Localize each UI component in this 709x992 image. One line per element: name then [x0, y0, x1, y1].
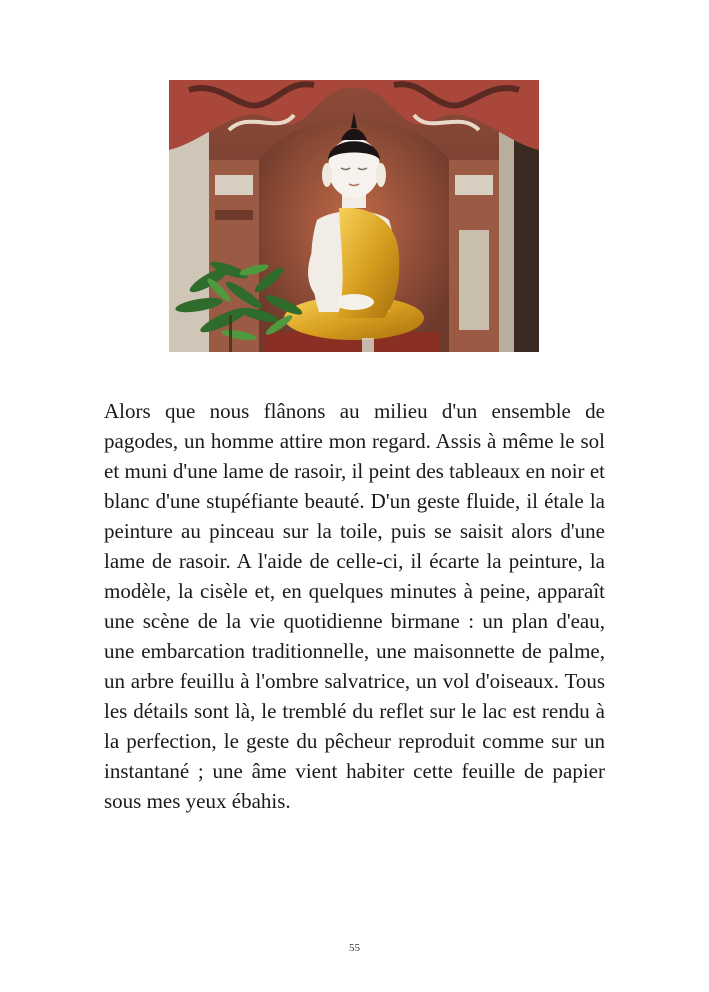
page-number: 55 — [349, 942, 360, 954]
buddha-photo — [169, 80, 539, 352]
body-paragraph: Alors que nous flânons au milieu d'un ensemble de pagodes, un homme attire mon regard. Assis à même le sol et muni d'une lame de rasoir, il peint des tableaux en noir et blanc d'une stupéfiante beauté. D'un geste fluide, il étale la peinture au pinceau sur la toile, puis se saisit alors d'une lame de rasoir. A l'aide de celle-ci, il écarte la peinture, la modèle, la cisèle et, en quelques minutes à peine, apparaît une scène de la vie quotidienne birmane : un plan d'eau, une embarcation traditionnelle, une maisonnette de palme, un arbre feuillu à l'ombre salvatrice, un vol d'oiseaux. Tous les détails sont là, le tremblé du reflet sur le lac est rendu à la perfection, le geste du pêcheur reproduit comme sur un instantané ; une âme vient habiter cette feuille de papier sous mes yeux ébahis. — [104, 399, 605, 813]
buddha-illustration — [169, 80, 539, 352]
